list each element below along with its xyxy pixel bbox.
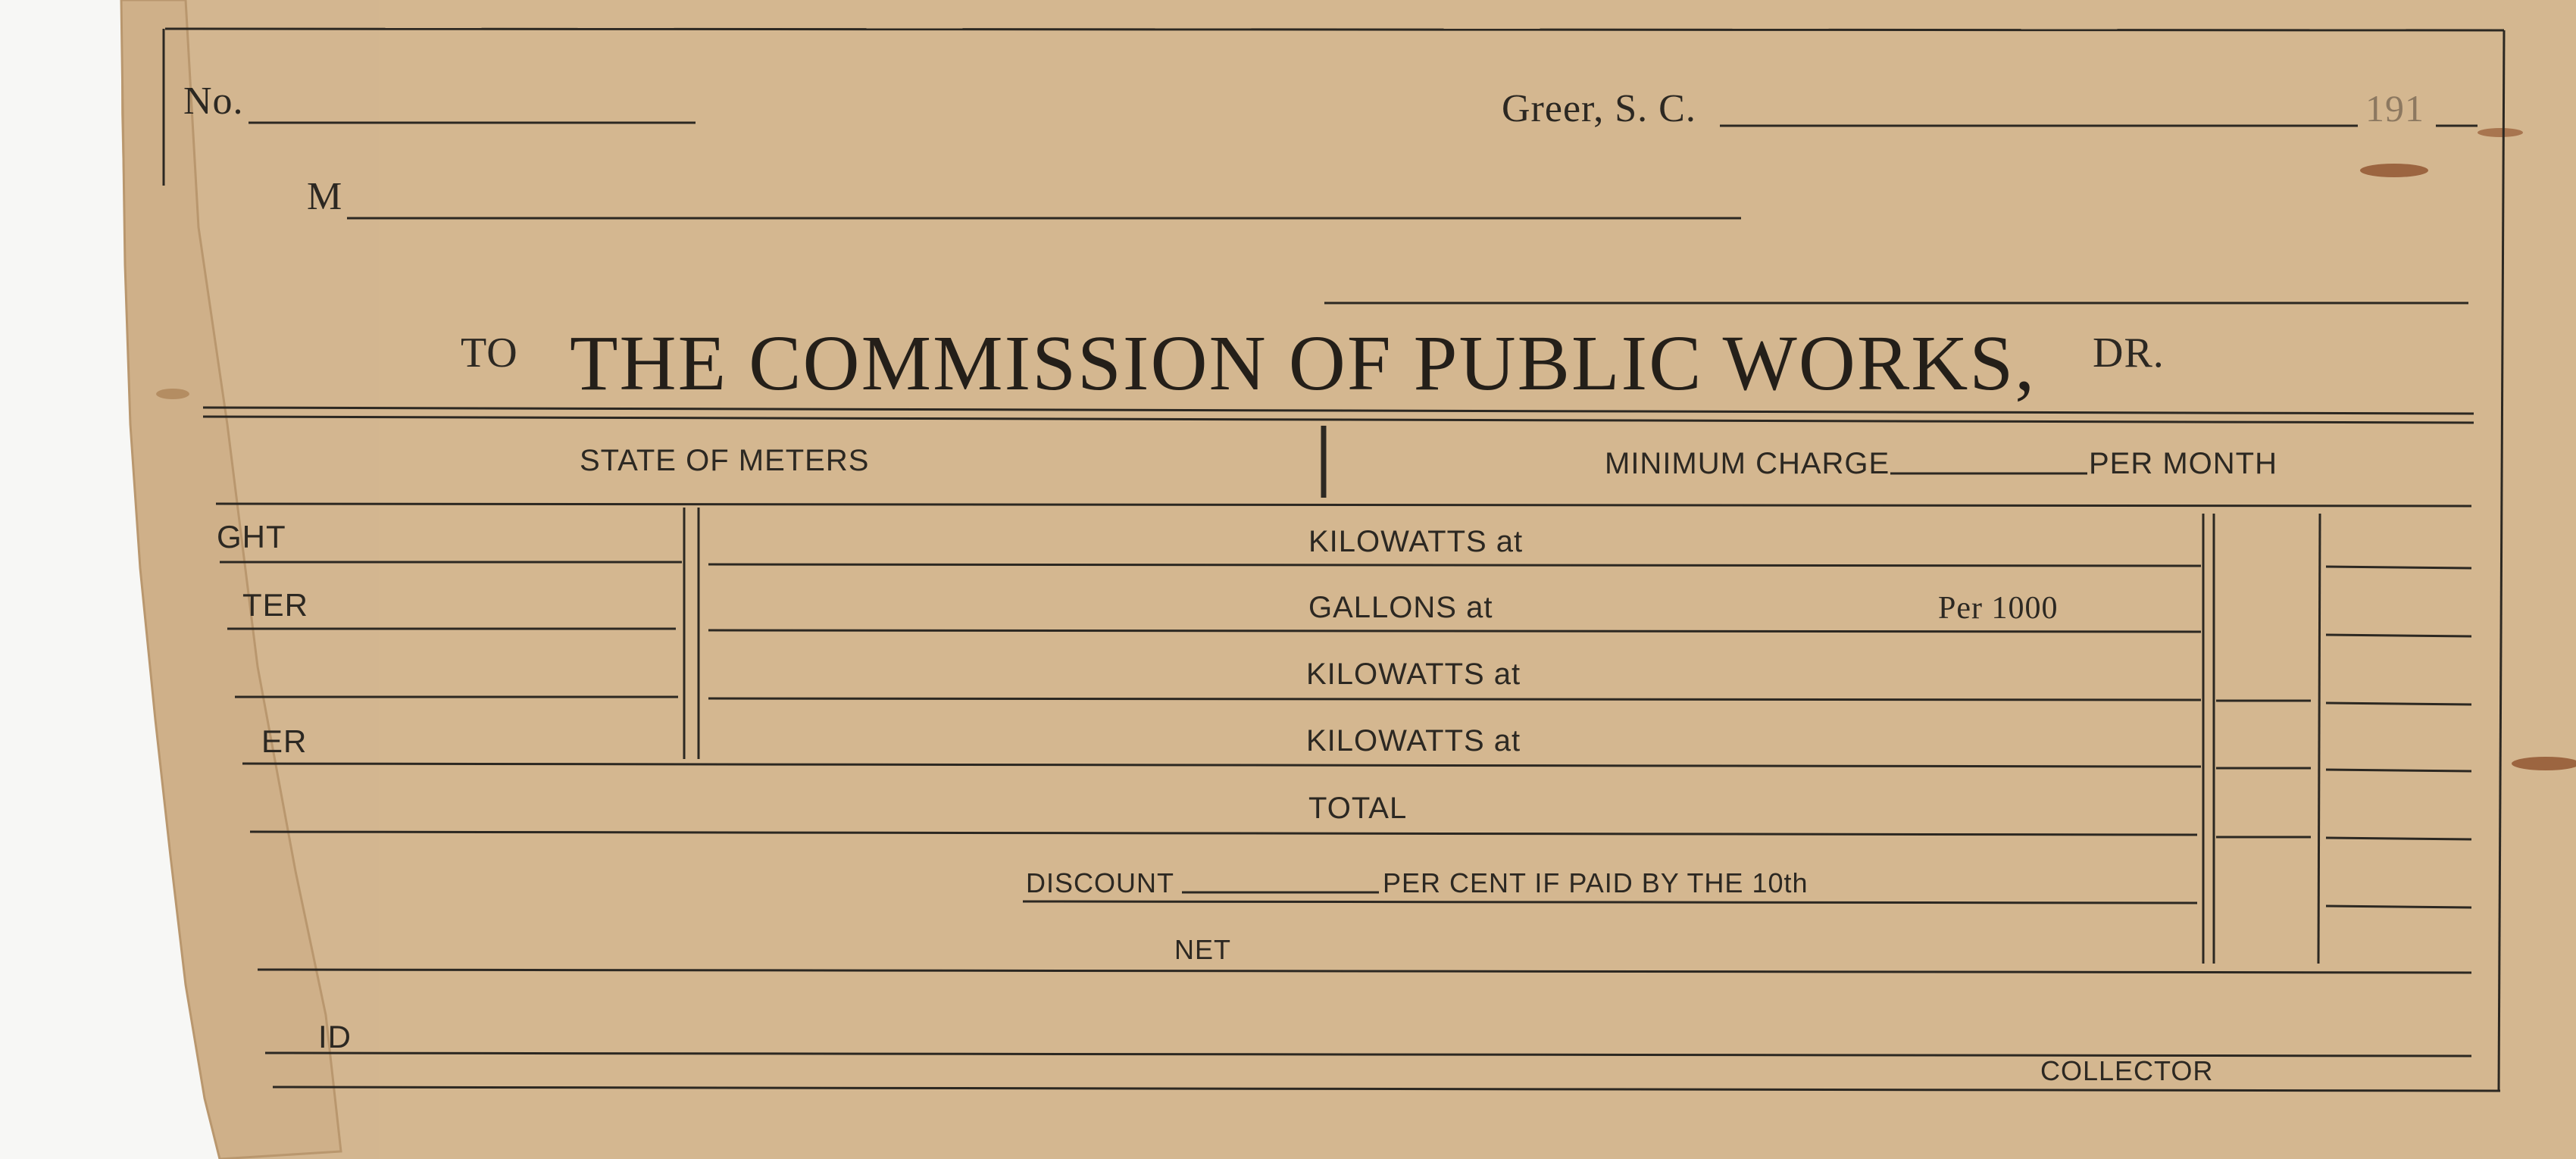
- minimum-charge-label: MINIMUM CHARGE: [1605, 447, 1890, 480]
- stain-mark: [2478, 128, 2523, 137]
- row-stub-power: ER: [261, 723, 308, 759]
- location-label: Greer, S. C.: [1502, 87, 1696, 130]
- net-label: NET: [1174, 934, 1231, 965]
- total-row: TOTAL: [1308, 792, 1408, 825]
- stain-mark: [156, 389, 189, 399]
- per-month-label: PER MONTH: [2089, 447, 2277, 480]
- discount-terms: PER CENT IF PAID BY THE 10th: [1383, 867, 1809, 898]
- title-prefix: TO: [461, 330, 518, 376]
- collector-label: COLLECTOR: [2040, 1055, 2214, 1086]
- title-suffix: DR.: [2093, 330, 2165, 376]
- addressee-prefix: M: [307, 175, 343, 218]
- kilowatts-row-3: KILOWATTS at: [1306, 724, 1521, 758]
- stain-mark: [2360, 164, 2428, 177]
- gallons-row: GALLONS at: [1308, 591, 1493, 624]
- kilowatts-row-2: KILOWATTS at: [1306, 658, 1521, 691]
- form-title: THE COMMISSION OF PUBLIC WORKS,: [570, 320, 2037, 407]
- kilowatts-row-1: KILOWATTS at: [1308, 525, 1524, 558]
- year-prefix: 191: [2365, 87, 2424, 130]
- per-1000-label: Per 1000: [1938, 591, 2059, 626]
- number-label: No.: [183, 80, 244, 123]
- row-stub-light: GHT: [217, 519, 286, 555]
- state-of-meters-header: STATE OF METERS: [580, 444, 870, 477]
- row-stub-paid: ID: [318, 1019, 352, 1054]
- row-stub-water: TER: [242, 587, 308, 623]
- discount-label: DISCOUNT: [1026, 867, 1174, 898]
- paper-tone: [379, 0, 2576, 1159]
